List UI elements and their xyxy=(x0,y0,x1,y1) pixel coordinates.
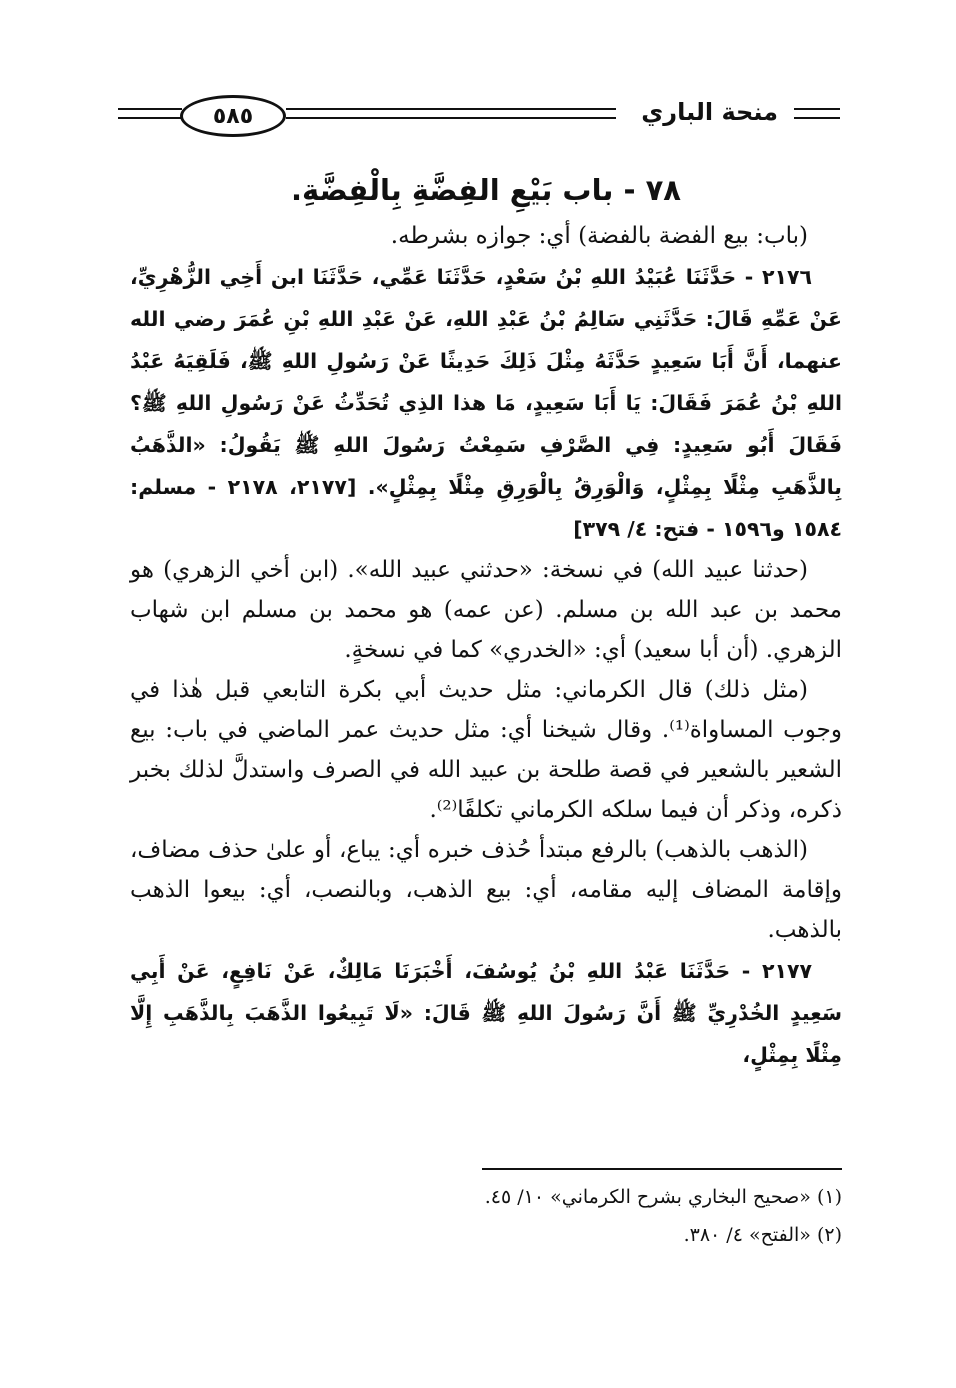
header-rule-middle-top xyxy=(286,108,616,110)
footnote: (١) «صحيح البخاري بشرح الكرماني» ١٠/ ٤٥. xyxy=(484,1186,842,1208)
page-header xyxy=(118,90,840,144)
footnote-divider xyxy=(482,1168,842,1170)
header-rule-middle-bottom xyxy=(286,117,616,119)
footnotes xyxy=(130,1178,842,1254)
header-rule-left-bottom xyxy=(118,117,182,119)
hadith-paragraph: ٢١٧٦ - حَدَّثَنَا عُبَيْدُ اللهِ بْنُ سَعْدٍ، حَدَّثَنَا عَمِّي، حَدَّثَنَا ابن أَخِي الزُّهْرِيِّ، عَنْ عَمِّهِ قَالَ: حَدَّثَنِي سَالِمُ بْنُ عَبْدِ اللهِ، عَنْ عَبْدِ اللهِ بْنِ عُمَرَ رضي الله عنهما، أَنَّ أَبَا سَعِيدٍ حَدَّثَهُ مِثْلَ ذَلِكَ حَدِيثًا عَنْ رَسُولِ اللهِ ﷺ، فَلَقِيَهُ عَبْدُ اللهِ بْنُ عُمَرَ فَقَالَ: يَا أَبَا سَعِيدٍ، مَا هذا الذِي تُحَدِّثُ عَنْ رَسُولِ اللهِ ﷺ؟ فَقَالَ أَبُو سَعِيدٍ: فِي الصَّرْفِ سَمِعْتُ رَسُولَ اللهِ ﷺ يَقُولُ: «الذَّهَبُ بِالذَّهَبِ مِثْلًا بِمِثْلٍ، وَالْوَرِقُ بِالْوَرِقِ مِثْلًا بِمِثْلٍ». [٢١٧٧، ٢١٧٨ - مسلم: ١٥٨٤ و١٥٩٦ - فتح: ٤/ ٣٧٩] xyxy=(130,265,842,541)
commentary-paragraph: (مثل ذلك) قال الكرماني: مثل حديث أبي بكرة التابعي قبل هٰذا في وجوب المساواة⁽¹⁾. وقال شيخنا أي: مثل حديث عمر الماضي في باب: بيع الشعير بالشعير في قصة طلحة بن عبيد الله في الصرف واستدلَّ لذلك بخبر ذكره، وذكر أن فيما سلكه الكرماني تكلفًا⁽²⁾. xyxy=(130,677,842,823)
header-rule-right-bottom xyxy=(794,117,840,119)
footnote: (٢) «الفتح» ٤/ ٣٨٠. xyxy=(683,1224,842,1246)
hadith-paragraph: ٢١٧٧ - حَدَّثَنَا عَبْدُ اللهِ بْنُ يُوسُفَ، أَخْبَرَنَا مَالِكٌ، عَنْ نَافِعٍ، عَنْ أَبِي سَعِيدٍ الخُدْرِيِّ ﷺ أَنَّ رَسُولَ اللهِ ﷺ قَالَ: «لَا تَبِيعُوا الذَّهَبَ بِالذَّهَبِ إِلَّا مِثْلًا بِمِثْلٍ، xyxy=(130,959,842,1067)
commentary-paragraph: (باب: بيع الفضة بالفضة) أي: جوازه بشرطه. xyxy=(390,223,808,249)
chapter-title: ٧٨ - باب بَيْعِ الفِضَّةِ بِالْفِضَّةِ. xyxy=(291,173,681,207)
page-number: ٥٨٥ xyxy=(180,95,286,137)
running-title: منحة الباري xyxy=(641,98,778,126)
page-body xyxy=(130,168,842,1076)
header-rule-right-top xyxy=(794,108,840,110)
commentary-paragraph: (الذهب بالذهب) بالرفع مبتدأ حُذف خبره أي: يباع، أو علىٰ حذف مضاف، وإقامة المضاف إليه مقامه، أي: بيع الذهب، وبالنصب، أي: بيعوا الذهب بالذهب. xyxy=(130,837,842,943)
header-rule-left-top xyxy=(118,108,182,110)
commentary-paragraph: (حدثنا عبيد الله) في نسخة: «حدثني عبيد الله». (ابن أخي الزهري) هو محمد بن عبد الله بن مسلم. (عن عمه) هو محمد بن مسلم ابن شهاب الزهري. (أن أبا سعيد) أي: «الخدري» كما في نسخةٍ. xyxy=(130,557,842,663)
